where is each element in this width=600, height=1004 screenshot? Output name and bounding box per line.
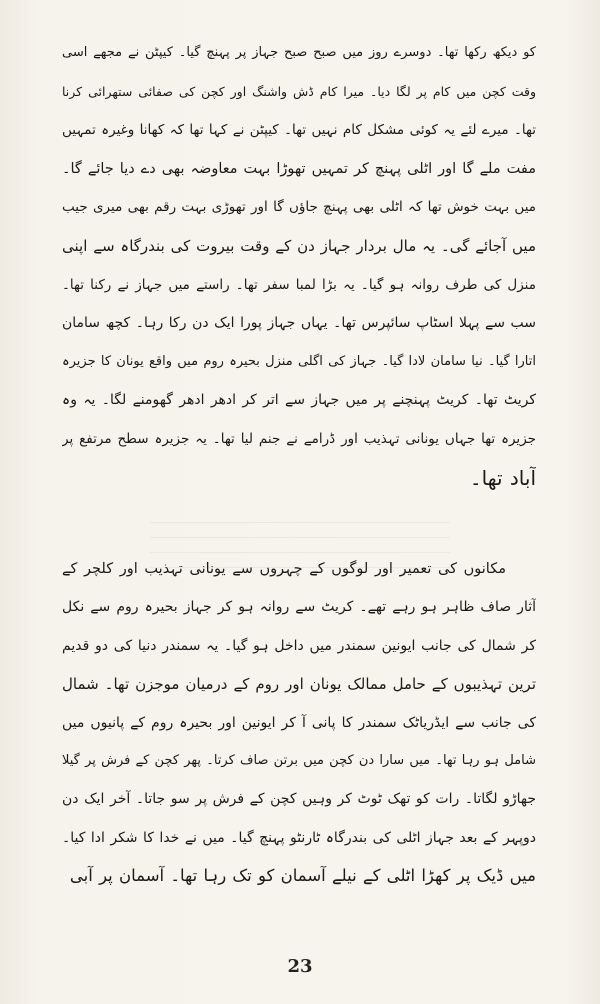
paragraph-1 <box>62 34 536 497</box>
text-line: کی جانب سے ایڈریاٹک سمندر کا پانی آ کر ایونین اور بحیرہ روم کے پانیوں میں <box>62 714 536 731</box>
text-line: جزیرہ تھا جہاں یونانی تہذیب اور ڈرامے نے جنم لیا تھا۔ یہ جزیرہ سطح مرتفع پر <box>62 430 536 447</box>
text-line: میں ڈیک پر کھڑا اٹلی کے نیلے آسمان کو تک رہا تھا۔ آسمان پر آبی <box>69 866 536 886</box>
text-line: شامل ہو رہا تھا۔ میں سارا دن کچن میں برتن صاف کرتا۔ پھر کچن کے فرش پر گیلا <box>62 752 536 768</box>
text-line: کو دیکھ رکھا تھا۔ دوسرے روز میں صبح صبح جہاز پر پہنچ گیا۔ کیپٹن نے مجھے اسی <box>62 45 536 60</box>
text-line: آثار صاف ظاہر ہو رہے تھے۔ کریٹ سے روانہ ہو کر جہاز بحیرہ روم سے نکل <box>62 599 536 616</box>
text-line: آباد تھا۔ <box>469 465 536 490</box>
paragraph-2 <box>62 550 536 896</box>
text-line: اتارا گیا۔ نیا سامان لادا گیا۔ جہاز کی اگلی منزل بحیرہ روم میں واقع یونان کا جزیرہ <box>62 353 536 369</box>
text-line: ترین تہذیبوں کے حامل ممالک یونان اور روم کے درمیان موجزن تھا۔ شمال <box>62 675 536 694</box>
text-line: مکانوں کی تعمیر اور لوگوں کے چہروں سے یونانی تہذیب اور کلچر کے <box>62 561 506 577</box>
text-line: کر شمال کی جانب ایونین سمندر میں داخل ہو گیا۔ یہ سمندر دنیا کی دو قدیم <box>62 637 536 654</box>
text-line: مفت ملے گا اور اٹلی پہنچ کر تمہیں تھوڑا بہت معاوضہ بھی دے دیا جائے گا۔ <box>62 160 536 177</box>
text-line: دوپہر کے بعد جہاز اٹلی کی بندرگاہ ٹارنٹو پہنچ گیا۔ میں نے خدا کا شکر ادا کیا۔ <box>62 829 536 846</box>
text-line: منزل کی طرف روانہ ہو گیا۔ یہ بڑا لمبا سفر تھا۔ راستے میں جہاز نے رکنا تھا۔ <box>62 276 536 293</box>
text-line: تھا۔ میرے لئے یہ کوئی مشکل کام نہیں تھا۔ کیپٹن نے کہا تھا کہ کھانا وغیرہ تمہیں <box>62 122 536 139</box>
text-line: کریٹ تھا۔ کریٹ پہنچنے پر میں جہاز سے اتر کر ادھر ادھر گھومنے لگا۔ یہ وہ <box>62 392 536 409</box>
text-line: میں آجائے گی۔ یہ مال بردار جہاز دن کے وقت بیروت کی بندرگاہ سے اپنی <box>62 236 536 255</box>
text-line: وقت کچن میں کام پر لگا دیا۔ میرا کام ڈش واشنگ اور کچن کی صفائی ستھرائی کرنا <box>62 83 536 99</box>
page-number: 23 <box>287 956 313 977</box>
text-line: میں بہت خوش تھا کہ اٹلی بھی پہنچ جاؤں گا اور تھوڑی بہت رقم بھی میری جیب <box>62 199 536 216</box>
text-line: جھاڑو لگاتا۔ رات کو تھک ٹوٹ کر وہیں کچن کے فرش پر سو جاتا۔ آخر ایک دن <box>62 791 536 808</box>
text-line: سب سے پہلا اسٹاپ سائپرس تھا۔ یہاں جہاز پورا ایک دن رکا رہا۔ کچھ سامان <box>62 315 536 332</box>
